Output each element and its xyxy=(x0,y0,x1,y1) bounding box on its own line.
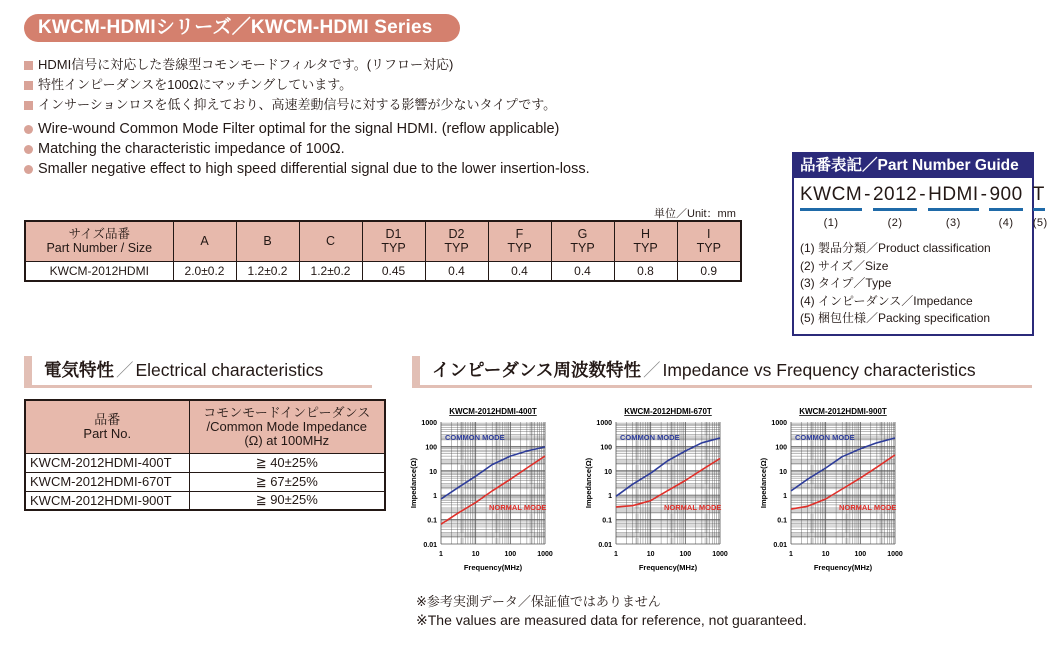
features-en-list xyxy=(24,119,590,179)
description-item: (5) 梱包仕様／Packing specification xyxy=(800,311,991,325)
cell-d2: 0.4 xyxy=(425,261,488,281)
header-f: F TYP xyxy=(488,221,551,261)
square-bullet-icon xyxy=(24,81,33,90)
part-number-guide xyxy=(792,152,1048,336)
series-title: KWCM-HDMIシリーズ／KWCM-HDMI Series xyxy=(24,14,460,42)
svg-text:Impedance(Ω): Impedance(Ω) xyxy=(759,457,768,509)
svg-text:100: 100 xyxy=(679,551,692,558)
svg-text:1: 1 xyxy=(614,551,618,558)
svg-text:0.1: 0.1 xyxy=(777,517,787,525)
svg-text:10: 10 xyxy=(604,468,612,476)
header-part-number: サイズ品番 Part Number / Size xyxy=(25,221,173,261)
features-jp-list xyxy=(24,55,556,115)
square-bullet-icon xyxy=(24,61,33,70)
svg-text:0.1: 0.1 xyxy=(427,517,437,525)
svg-text:0.01: 0.01 xyxy=(423,542,437,549)
cell-b: 1.2±0.2 xyxy=(236,261,299,281)
svg-text:Frequency(MHz): Frequency(MHz) xyxy=(638,563,698,572)
svg-text:100: 100 xyxy=(425,444,437,452)
svg-text:Impedance(Ω): Impedance(Ω) xyxy=(409,457,418,509)
segment-type: HDMI (3) xyxy=(928,184,979,229)
svg-text:Impedance(Ω): Impedance(Ω) xyxy=(584,457,593,509)
svg-text:1000: 1000 xyxy=(771,420,787,427)
impedance-section-heading: インピーダンス周波数特性 ／ Impedance vs Frequency characteristics xyxy=(412,356,1032,388)
feature-jp-item: インサーションロスを低く抑えており、高速差動信号に対する影響が少ないタイプです。 xyxy=(24,95,556,115)
svg-text:1000: 1000 xyxy=(421,420,437,427)
segment-classification: KWCM (1) xyxy=(800,184,863,229)
svg-text:Frequency(MHz): Frequency(MHz) xyxy=(813,563,873,572)
svg-text:1: 1 xyxy=(433,493,437,501)
svg-text:1000: 1000 xyxy=(712,551,728,558)
header-g: G TYP xyxy=(551,221,614,261)
cell-f: 0.4 xyxy=(488,261,551,281)
svg-text:10: 10 xyxy=(821,551,830,558)
svg-text:KWCM-2012HDMI-400T: KWCM-2012HDMI-400T xyxy=(449,407,537,416)
svg-text:1: 1 xyxy=(608,493,612,501)
feature-en-item: Matching the characteristic impedance of 100Ω. xyxy=(24,139,590,159)
note-jp: ※参考実測データ／保証値ではありません xyxy=(416,594,661,609)
table-header-row xyxy=(25,400,385,453)
header-i: I TYP xyxy=(677,221,741,261)
feature-en-item: Wire-wound Common Mode Filter optimal for the signal HDMI. (reflow applicable) xyxy=(24,119,590,139)
part-number-descriptions xyxy=(800,240,991,328)
part-number-code: KWCM (1) - 2012 (2) - HDMI (3) - 900 (4) T (5) xyxy=(800,184,1048,229)
chart-400t xyxy=(405,402,565,577)
dimension-table xyxy=(24,220,742,282)
chart-900t xyxy=(755,402,915,577)
header-impedance: コモンモードインピーダンス /Common Mode Impedance (Ω) at 100MHz xyxy=(189,400,385,453)
table-row: KWCM-2012HDMI-400T ≧ 40±25% xyxy=(25,453,385,472)
segment-impedance: 900 (4) xyxy=(989,184,1023,229)
electrical-table xyxy=(24,399,386,511)
note-en: ※The values are measured data for reference, not guaranteed. xyxy=(416,612,807,628)
cell-part-number: KWCM-2012HDMI xyxy=(25,261,173,281)
svg-text:KWCM-2012HDMI-670T: KWCM-2012HDMI-670T xyxy=(624,407,712,416)
description-item: (2) サイズ／Size xyxy=(800,258,889,273)
table-row: KWCM-2012HDMI-900T ≧ 90±25% xyxy=(25,491,385,510)
svg-text:1: 1 xyxy=(439,551,443,558)
cell-i: 0.9 xyxy=(677,261,741,281)
header-a: A xyxy=(173,221,236,261)
part-number-guide-title: 品番表記／Part Number Guide xyxy=(794,154,1032,178)
svg-text:1000: 1000 xyxy=(596,420,612,427)
table-row: KWCM-2012HDMI-670T ≧ 67±25% xyxy=(25,472,385,491)
circle-bullet-icon xyxy=(24,165,33,174)
svg-text:10: 10 xyxy=(429,468,437,476)
svg-text:NORMAL MODE: NORMAL MODE xyxy=(664,503,722,512)
feature-jp-item: HDMI信号に対応した巻線型コモンモードフィルタです。(リフロー対応) xyxy=(24,55,556,75)
table-row xyxy=(25,261,741,281)
description-item: (3) タイプ／Type xyxy=(800,276,892,290)
segment-size: 2012 (2) xyxy=(872,184,918,229)
cell-d1: 0.45 xyxy=(362,261,425,281)
svg-text:NORMAL MODE: NORMAL MODE xyxy=(839,503,897,512)
svg-text:100: 100 xyxy=(600,444,612,452)
cell-c: 1.2±0.2 xyxy=(299,261,362,281)
svg-text:KWCM-2012HDMI-900T: KWCM-2012HDMI-900T xyxy=(799,407,887,416)
svg-text:COMMON MODE: COMMON MODE xyxy=(795,433,855,442)
svg-text:COMMON MODE: COMMON MODE xyxy=(445,433,505,442)
svg-text:COMMON MODE: COMMON MODE xyxy=(620,433,680,442)
svg-text:100: 100 xyxy=(775,444,787,452)
svg-text:0.1: 0.1 xyxy=(602,517,612,525)
segment-packing: T (5) xyxy=(1032,184,1048,229)
header-h: H TYP xyxy=(614,221,677,261)
header-d2: D2 TYP xyxy=(425,221,488,261)
svg-text:10: 10 xyxy=(471,551,480,558)
svg-text:10: 10 xyxy=(779,468,787,476)
svg-text:1000: 1000 xyxy=(887,551,903,558)
svg-text:NORMAL MODE: NORMAL MODE xyxy=(489,503,547,512)
svg-text:100: 100 xyxy=(504,551,517,558)
circle-bullet-icon xyxy=(24,145,33,154)
cell-g: 0.4 xyxy=(551,261,614,281)
table-header-row xyxy=(25,221,741,261)
svg-text:Frequency(MHz): Frequency(MHz) xyxy=(463,563,523,572)
circle-bullet-icon xyxy=(24,125,33,134)
svg-text:0.01: 0.01 xyxy=(773,542,787,549)
svg-text:1000: 1000 xyxy=(537,551,553,558)
svg-text:0.01: 0.01 xyxy=(598,542,612,549)
feature-en-item: Smaller negative effect to high speed differential signal due to the lower insertion-loss. xyxy=(24,159,590,179)
square-bullet-icon xyxy=(24,101,33,110)
section-bar xyxy=(24,356,32,388)
section-bar xyxy=(412,356,420,388)
description-item: (4) インピーダンス／Impedance xyxy=(800,293,973,308)
description-item: (1) 製品分類／Product classification xyxy=(800,241,991,255)
cell-a: 2.0±0.2 xyxy=(173,261,236,281)
unit-label: 単位／Unit：mm xyxy=(654,208,736,220)
chart-670t xyxy=(580,402,740,577)
svg-text:100: 100 xyxy=(854,551,867,558)
svg-text:1: 1 xyxy=(783,493,787,501)
header-b: B xyxy=(236,221,299,261)
feature-jp-item: 特性インピーダンスを100Ωにマッチングしています。 xyxy=(24,75,556,95)
notes xyxy=(416,592,807,630)
svg-text:10: 10 xyxy=(646,551,655,558)
cell-h: 0.8 xyxy=(614,261,677,281)
header-c: C xyxy=(299,221,362,261)
electrical-section-heading: 電気特性 ／ Electrical characteristics xyxy=(24,356,372,388)
header-part-no: 品番 Part No. xyxy=(25,400,189,453)
header-d1: D1 TYP xyxy=(362,221,425,261)
svg-text:1: 1 xyxy=(789,551,793,558)
